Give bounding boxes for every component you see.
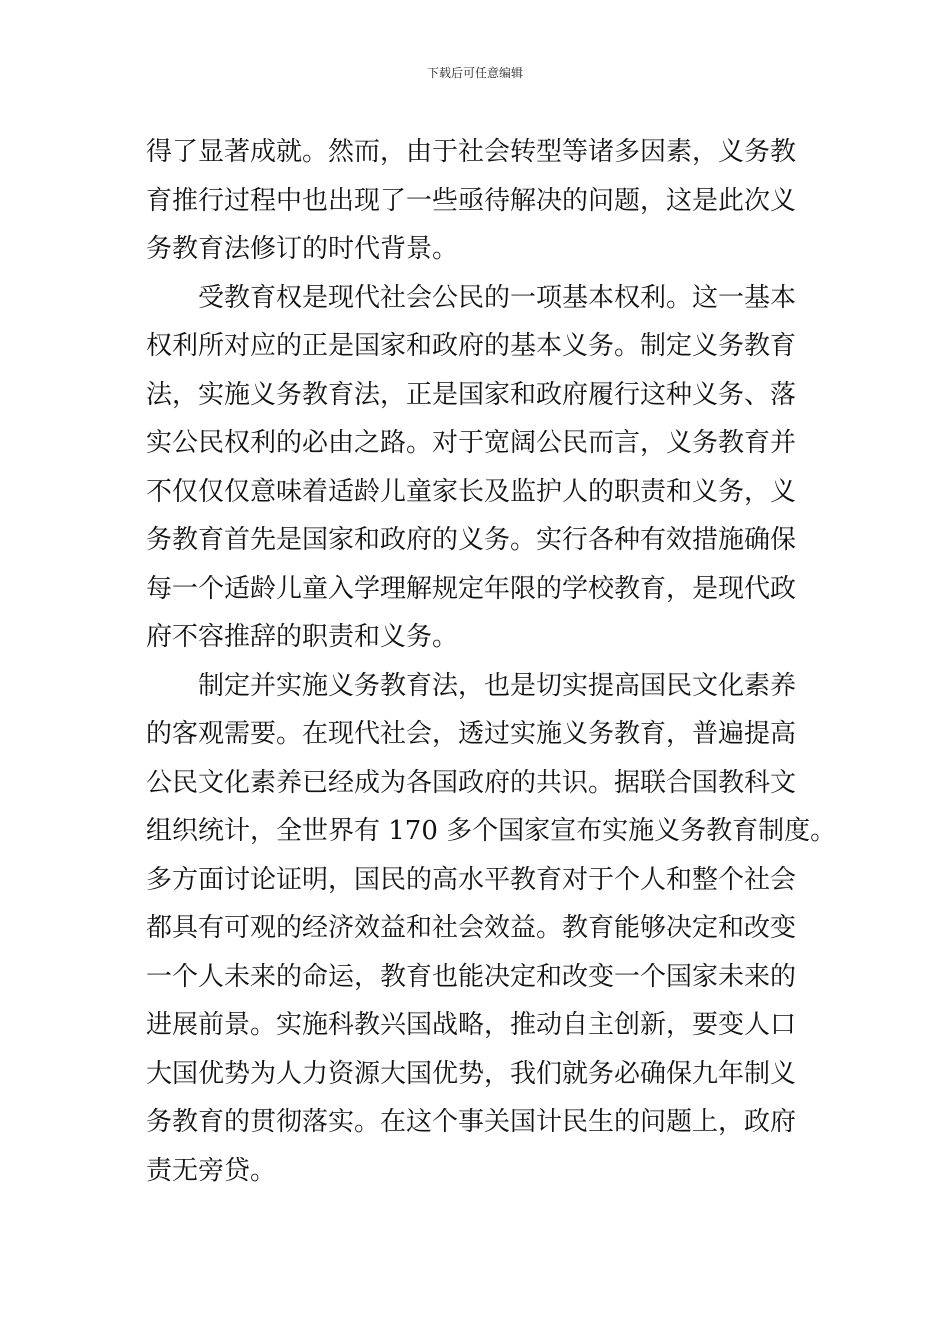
text-line: 实公民权利的必由之路。对于宽阔公民而言，义务教育并 [146, 428, 797, 458]
text-line: 都具有可观的经济效益和社会效益。教育能够决定和改变 [146, 913, 797, 943]
text-line: 务教育的贯彻落实。在这个事关国计民生的问题上，政府 [146, 1107, 797, 1137]
text-line: 多方面讨论证明，国民的高水平教育对于个人和整个社会 [146, 864, 797, 895]
text-line: 务教育法修订的时代背景。 [146, 234, 459, 264]
text-line: 一个人未来的命运，教育也能决定和改变一个国家未来的 [146, 961, 797, 992]
text-line: 务教育首先是国家和政府的义务。实行各种有效措施确保 [146, 525, 797, 555]
paragraph-1 [146, 128, 806, 274]
text-line: 组织统计，全世界有 170 多个国家宣布实施义务教育制度。 [146, 816, 837, 846]
text-line: 公民文化素养已经成为各国政府的共识。据联合国教科文 [146, 767, 797, 798]
paragraph-3 [146, 662, 837, 1196]
text-line: 不仅仅仅意味着适龄儿童家长及监护人的职责和义务，义 [146, 476, 797, 507]
document-body [146, 128, 837, 1195]
text-line: 育推行过程中也出现了一些亟待解决的问题，这是此次义 [146, 185, 797, 216]
text-line: 制定并实施义务教育法，也是切实提高国民文化素养 [198, 670, 797, 701]
text-line: 权利所对应的正是国家和政府的基本义务。制定义务教育 [146, 331, 797, 361]
paragraph-2 [146, 274, 806, 662]
text-line: 责无旁贷。 [146, 1155, 277, 1186]
text-line: 法，实施义务教育法，正是国家和政府履行这种义务、落 [146, 379, 797, 410]
text-line: 进展前景。实施科教兴国战略，推动自主创新，要变人口 [146, 1010, 797, 1040]
text-line: 的客观需要。在现代社会，透过实施义务教育，普遍提高 [146, 719, 797, 749]
text-line: 府不容推辞的职责和义务。 [146, 622, 459, 652]
text-line: 每一个适龄儿童入学理解规定年限的学校教育，是现代政 [146, 573, 797, 604]
text-line: 得了显著成就。然而，由于社会转型等诸多因素，义务教 [146, 137, 797, 167]
text-line: 受教育权是现代社会公民的一项基本权利。这一基本 [198, 282, 797, 313]
text-line: 大国优势为人力资源大国优势，我们就务必确保九年制义 [146, 1058, 797, 1089]
page-header: 下载后可任意编辑 [426, 66, 523, 80]
